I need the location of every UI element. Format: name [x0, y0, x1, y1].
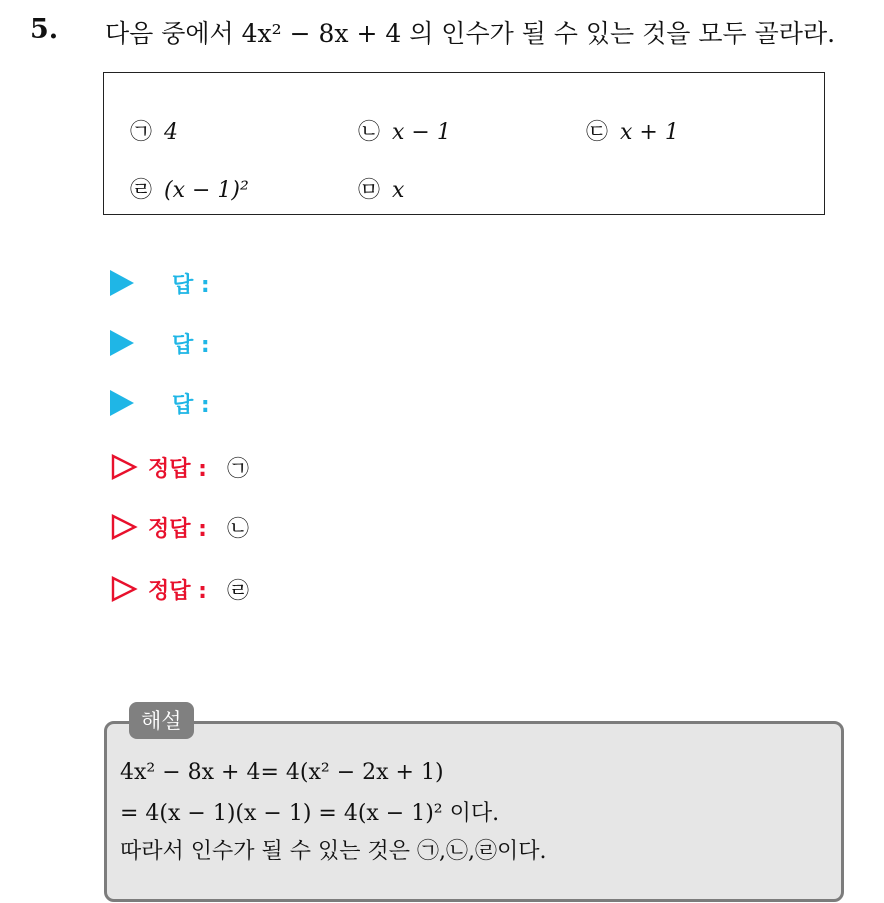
answer-label: 답 : [172, 272, 210, 298]
option-3 [586, 115, 679, 146]
play-triangle-icon [110, 270, 134, 296]
option-text: 4 [164, 120, 179, 145]
answer-row[interactable] [110, 383, 210, 423]
option-text: x − 1 [392, 120, 451, 145]
option-marker: ㉤ [358, 178, 381, 203]
option-5 [358, 173, 404, 204]
question-number: 5. [30, 14, 59, 45]
outline-triangle-icon [110, 453, 138, 481]
option-1 [130, 115, 178, 146]
option-text: (x − 1)² [164, 178, 249, 203]
option-marker: ㉠ [130, 120, 153, 145]
correct-answer-value: ㉡ [226, 516, 249, 542]
correct-answer-row [110, 507, 249, 547]
correct-answer-label: 정답 : [148, 456, 207, 482]
answer-row[interactable] [110, 323, 210, 363]
option-marker: ㉢ [586, 120, 609, 145]
play-triangle-icon [110, 390, 134, 416]
option-marker: ㉡ [358, 120, 381, 145]
correct-answer-row [110, 447, 249, 487]
correct-answer-row [110, 569, 249, 609]
play-triangle-icon [110, 330, 134, 356]
explanation-line: = 4(x − 1)(x − 1) = 4(x − 1)² 이다. [120, 801, 500, 826]
answer-label: 답 : [172, 332, 210, 358]
answer-row[interactable] [110, 263, 210, 303]
outline-triangle-icon [110, 513, 138, 541]
explanation-line: 4x² − 8x + 4= 4(x² − 2x + 1) [120, 760, 444, 785]
question-text: 다음 중에서 4x² − 8x + 4 의 인수가 될 수 있는 것을 모두 골라라. [105, 19, 836, 48]
option-2 [358, 115, 451, 146]
option-text: x + 1 [620, 120, 679, 145]
correct-answer-label: 정답 : [148, 516, 207, 542]
option-text: x [392, 178, 405, 203]
option-marker: ㉣ [130, 178, 153, 203]
correct-answer-value: ㉠ [226, 456, 249, 482]
option-4 [130, 173, 249, 204]
explanation-line: 따라서 인수가 될 수 있는 것은 ㉠,㉡,㉣이다. [120, 839, 547, 864]
correct-answer-value: ㉣ [226, 578, 249, 604]
outline-triangle-icon [110, 575, 138, 603]
explanation-tag: 해설 [129, 702, 194, 739]
correct-answer-label: 정답 : [148, 578, 207, 604]
answer-label: 답 : [172, 392, 210, 418]
